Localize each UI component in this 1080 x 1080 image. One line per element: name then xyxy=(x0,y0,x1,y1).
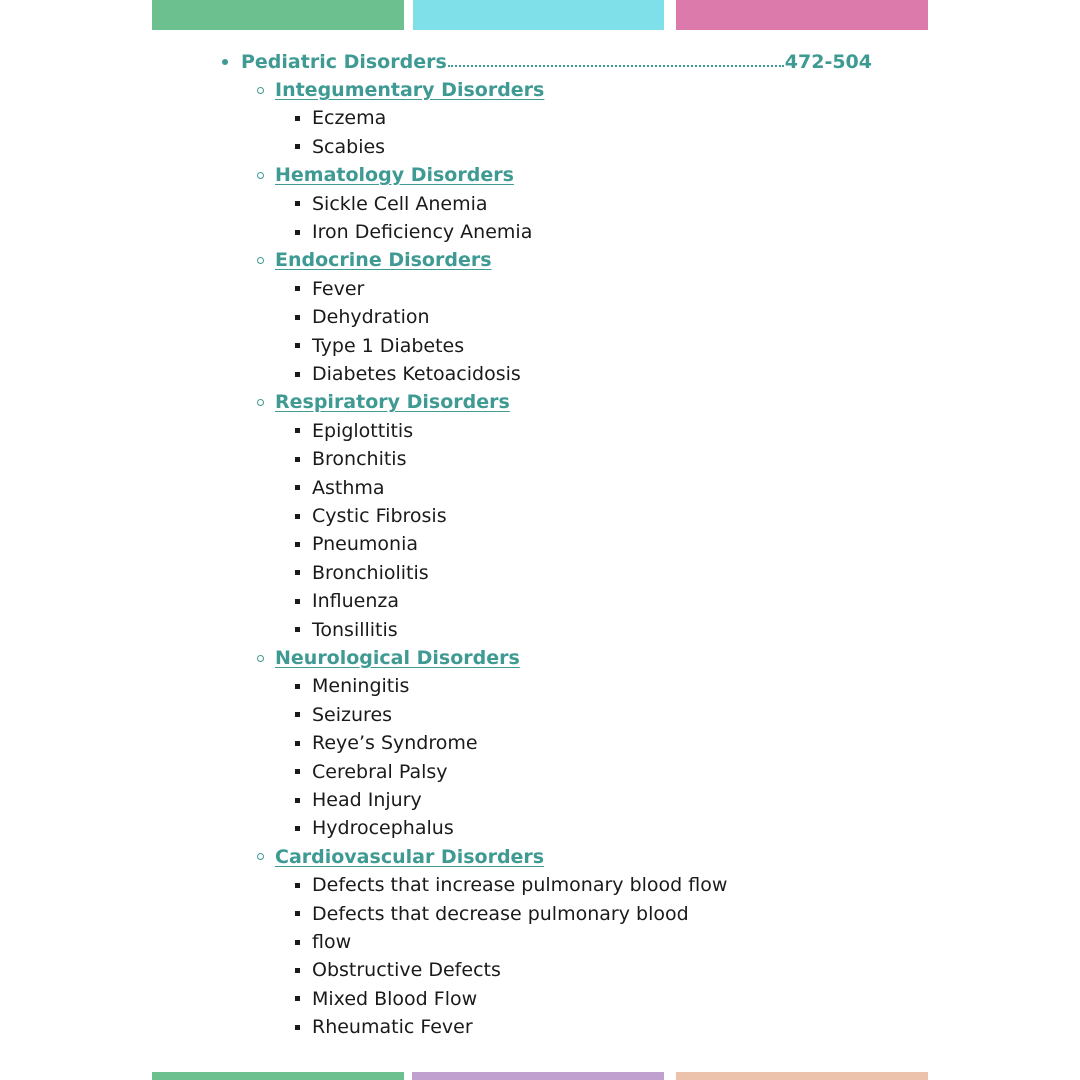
list-item-label: Bronchitis xyxy=(312,448,407,471)
square-bullet-icon xyxy=(295,996,300,1001)
square-bullet-icon xyxy=(295,883,300,888)
section-0[interactable] xyxy=(257,76,544,104)
list-item-label: Cystic Fibrosis xyxy=(312,505,447,527)
square-bullet-icon xyxy=(295,485,300,490)
list-item-label: Iron Deficiency Anemia xyxy=(312,221,533,243)
bottom-bar-green xyxy=(152,1072,404,1080)
list-item xyxy=(295,218,532,246)
list-item xyxy=(295,275,364,303)
section-link[interactable]: Endocrine Disorders xyxy=(275,249,492,272)
toc-heading-entry[interactable] xyxy=(222,48,872,76)
list-item-label: Head Injury xyxy=(312,789,422,811)
square-bullet-icon xyxy=(295,940,300,945)
bullet-dot-icon xyxy=(222,59,228,65)
square-bullet-icon xyxy=(295,627,300,632)
square-bullet-icon xyxy=(295,343,300,348)
square-bullet-icon xyxy=(295,457,300,462)
list-item xyxy=(295,928,351,956)
section-1[interactable] xyxy=(257,161,514,189)
circle-bullet-icon xyxy=(257,399,264,406)
circle-bullet-icon xyxy=(257,257,264,264)
list-item xyxy=(295,985,477,1013)
list-item-label: Epiglottitis xyxy=(312,419,414,442)
list-item-label: Meningitis xyxy=(312,675,410,698)
section-link[interactable]: Hematology Disorders xyxy=(275,164,514,187)
list-item-label: Cerebral Palsy xyxy=(312,760,448,783)
circle-bullet-icon xyxy=(257,87,264,94)
list-item xyxy=(295,587,399,615)
bottom-bar-lavender xyxy=(412,1072,664,1080)
section-link[interactable]: Integumentary Disorders xyxy=(275,79,545,101)
list-item-label: Eczema xyxy=(312,107,387,130)
square-bullet-icon xyxy=(295,201,300,206)
list-item-label: Scabies xyxy=(312,135,386,158)
list-item xyxy=(295,332,464,360)
square-bullet-icon xyxy=(295,514,300,519)
square-bullet-icon xyxy=(295,826,300,831)
square-bullet-icon xyxy=(295,372,300,377)
list-item-label: Asthma xyxy=(312,476,385,499)
list-item xyxy=(295,956,501,984)
dot-leader xyxy=(448,53,784,67)
list-item-label: Influenza xyxy=(312,590,400,613)
heading-title: Pediatric Disorders xyxy=(241,51,447,73)
list-item-label: Defects that increase pulmonary blood flow xyxy=(312,874,728,897)
list-item xyxy=(295,360,521,388)
list-item xyxy=(295,871,727,899)
list-item-label: Rheumatic Fever xyxy=(312,1016,473,1039)
square-bullet-icon xyxy=(295,798,300,803)
section-4[interactable] xyxy=(257,644,520,672)
list-item xyxy=(295,133,385,161)
list-item-label: Dehydration xyxy=(312,306,430,329)
section-2[interactable] xyxy=(257,246,492,274)
circle-bullet-icon xyxy=(257,172,264,179)
list-item-label: Tonsillitis xyxy=(312,618,398,641)
top-bar-pink xyxy=(676,0,928,30)
list-item xyxy=(295,672,409,700)
square-bullet-icon xyxy=(295,712,300,717)
list-item xyxy=(295,104,386,132)
list-item xyxy=(295,417,413,445)
heading-pages: 472-504 xyxy=(784,51,872,73)
list-item xyxy=(295,303,430,331)
list-item xyxy=(295,559,429,587)
list-item xyxy=(295,758,448,786)
circle-bullet-icon xyxy=(257,655,264,662)
list-item-label: Bronchiolitis xyxy=(312,561,429,584)
list-item-label: Diabetes Ketoacidosis xyxy=(312,363,521,385)
square-bullet-icon xyxy=(295,599,300,604)
list-item xyxy=(295,616,398,644)
section-link[interactable]: Neurological Disorders xyxy=(275,647,520,669)
square-bullet-icon xyxy=(295,684,300,689)
bottom-bar-peach xyxy=(676,1072,928,1080)
square-bullet-icon xyxy=(295,769,300,774)
list-item xyxy=(295,474,385,502)
list-item xyxy=(295,530,418,558)
list-item-label: Fever xyxy=(312,277,365,300)
square-bullet-icon xyxy=(295,570,300,575)
list-item xyxy=(295,190,488,218)
list-item xyxy=(295,445,407,473)
list-item-label: Reye’s Syndrome xyxy=(312,732,478,755)
square-bullet-icon xyxy=(295,741,300,746)
square-bullet-icon xyxy=(295,286,300,291)
list-item-label: flow xyxy=(312,931,352,953)
list-item xyxy=(295,502,447,530)
section-3[interactable] xyxy=(257,388,510,416)
section-link[interactable]: Respiratory Disorders xyxy=(275,391,510,414)
list-item xyxy=(295,900,689,928)
square-bullet-icon xyxy=(295,230,300,235)
list-item-label: Sickle Cell Anemia xyxy=(312,192,488,215)
section-link[interactable]: Cardiovascular Disorders xyxy=(275,845,545,868)
square-bullet-icon xyxy=(295,315,300,320)
list-item-label: Pneumonia xyxy=(312,533,418,556)
square-bullet-icon xyxy=(295,1025,300,1030)
list-item xyxy=(295,1013,473,1041)
square-bullet-icon xyxy=(295,144,300,149)
list-item-label: Defects that decrease pulmonary blood xyxy=(312,902,689,925)
list-item-label: Seizures xyxy=(312,703,393,726)
list-item xyxy=(295,814,454,842)
list-item-label: Obstructive Defects xyxy=(312,959,501,982)
top-bar-green xyxy=(152,0,404,30)
square-bullet-icon xyxy=(295,116,300,121)
list-item xyxy=(295,786,422,814)
square-bullet-icon xyxy=(295,968,300,973)
top-bar-cyan xyxy=(413,0,664,30)
list-item-label: Hydrocephalus xyxy=(312,817,454,840)
circle-bullet-icon xyxy=(257,853,264,860)
list-item-label: Type 1 Diabetes xyxy=(312,334,465,357)
list-item xyxy=(295,701,392,729)
square-bullet-icon xyxy=(295,542,300,547)
section-5[interactable] xyxy=(257,843,544,871)
square-bullet-icon xyxy=(295,911,300,916)
list-item xyxy=(295,729,478,757)
list-item-label: Mixed Blood Flow xyxy=(312,987,478,1010)
square-bullet-icon xyxy=(295,428,300,433)
